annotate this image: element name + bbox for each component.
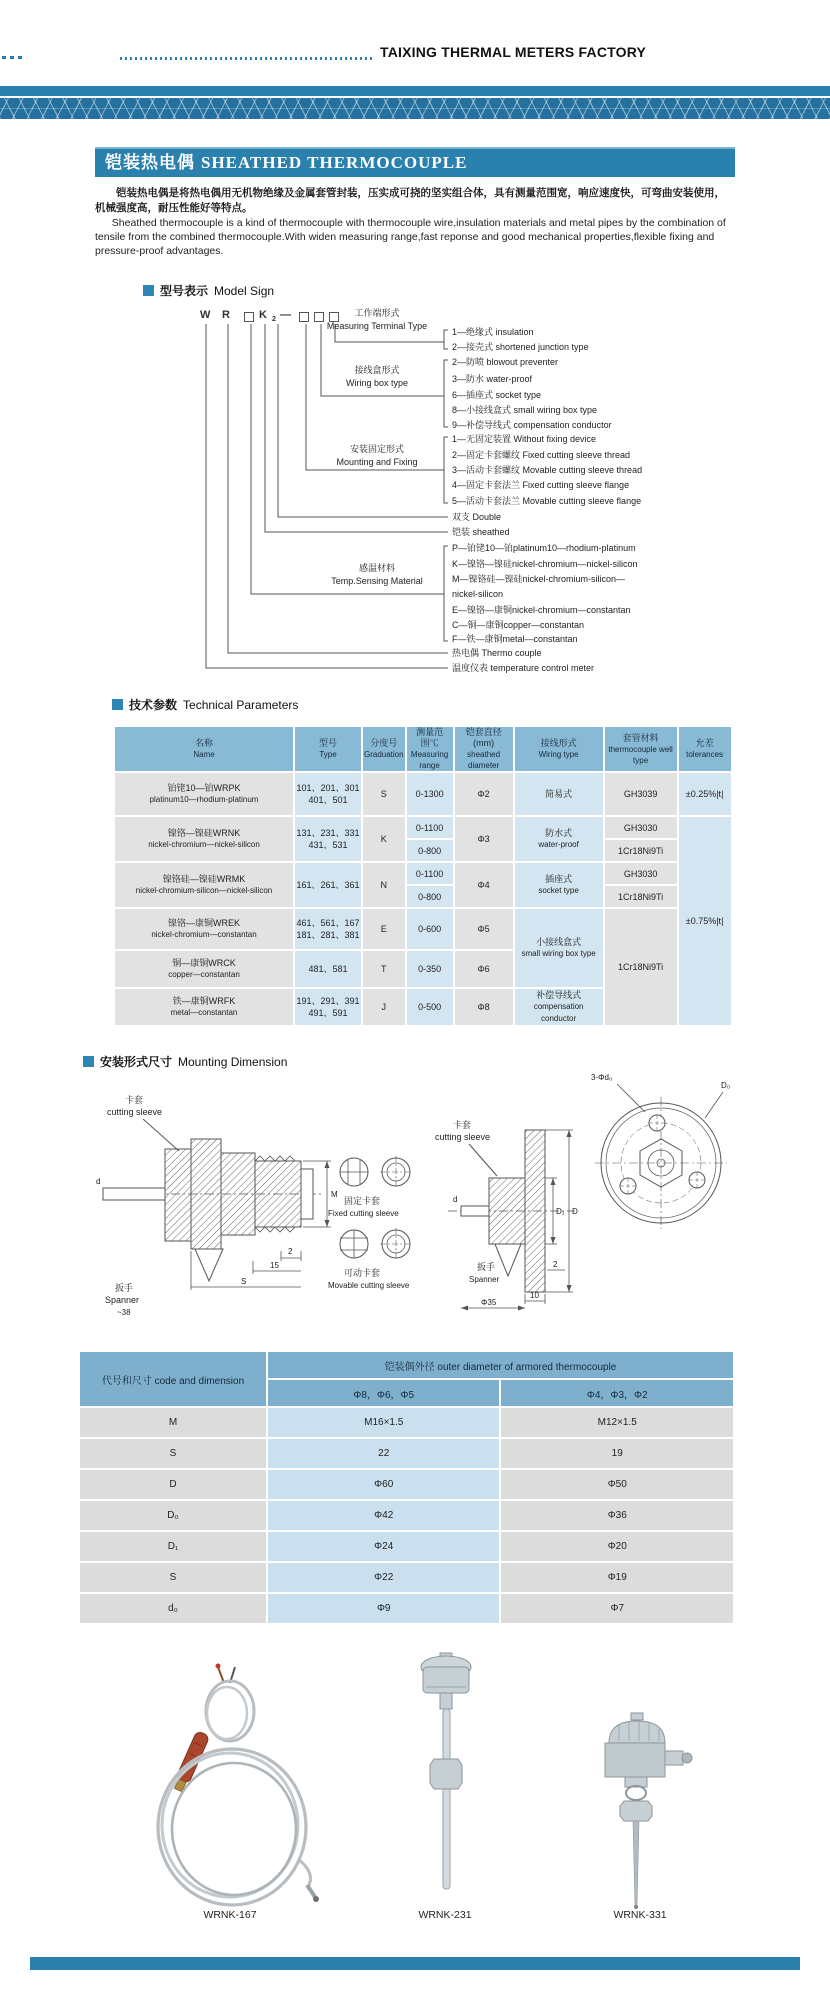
page-title — [95, 147, 735, 177]
corner-header: 代号和尺寸 code and dimension — [80, 1352, 266, 1406]
model-option: 1—绝缘式 insulation — [452, 327, 534, 337]
model-option: 4—固定卡套法兰 Fixed cutting sleeve flange — [452, 480, 630, 490]
product-caption: WRNK-331 — [613, 1909, 667, 1921]
group-sensing-en: Temp.Sensing Material — [331, 576, 423, 586]
table-row — [115, 773, 731, 815]
cell: Φ19 — [501, 1563, 733, 1592]
product-photo-wrnk231 — [390, 1651, 500, 1901]
cell: 0-1300 — [407, 773, 453, 815]
header-cell — [407, 727, 453, 771]
cell: ±0.75%|t| — [679, 817, 731, 1025]
header-cn: 分度号 — [370, 738, 398, 748]
model-code-k: K — [259, 309, 267, 321]
wiring-cn: 补偿导线式 — [536, 990, 582, 1000]
model-option: 8—小接线盒式 small wiring box type — [452, 405, 598, 415]
code-cell: D — [80, 1470, 266, 1499]
wiring-en: water-proof — [538, 840, 579, 849]
spanner-size: ~38 — [117, 1308, 131, 1317]
type-line: 101、201、301 — [296, 783, 360, 793]
model-option: 2—接壳式 shortened junction type — [452, 342, 589, 352]
name-cn: 铂铑10—铂WRPK — [167, 783, 241, 793]
name-cn: 铜—康铜WRCK — [172, 958, 236, 968]
cell: K — [363, 817, 405, 861]
header-en: thermocouple well type — [608, 744, 673, 765]
group-mounting-cn: 安装固定形式 — [349, 444, 404, 454]
type-line: 491、591 — [308, 1008, 348, 1018]
factory-name: TAIXING THERMAL METERS FACTORY — [380, 44, 647, 60]
mounting-heading-en: Mounting Dimension — [178, 1054, 288, 1069]
dim-s: S — [241, 1277, 247, 1286]
model-option: F—铁—康铜metal—constantan — [452, 634, 578, 644]
header-cell — [115, 727, 293, 771]
spanner-label-en: Spanner — [469, 1275, 500, 1284]
name-en: copper—constantan — [168, 970, 240, 979]
group-mounting-en: Mounting and Fixing — [336, 457, 418, 467]
model-code-subscript: 2 — [272, 316, 276, 323]
cell: ±0.25%|t| — [679, 773, 731, 815]
table-row — [80, 1532, 733, 1561]
name-cn: 镍铬—镍硅WRNK — [167, 828, 241, 838]
header-en: Graduation — [364, 750, 404, 759]
cell: Φ4 — [455, 863, 513, 907]
cell: GH3030 — [605, 863, 677, 884]
header-en: Name — [193, 750, 215, 759]
cell — [115, 951, 293, 987]
dimension-table — [78, 1350, 735, 1625]
table-row — [80, 1563, 733, 1592]
model-code-box — [244, 312, 254, 322]
model-option: 温度仪表 temperature control meter — [452, 663, 595, 673]
footer-bar — [30, 1957, 800, 1970]
header-cell — [455, 727, 513, 771]
name-cn: 镍铬—康铜WREK — [167, 918, 240, 928]
cell: 1Cr18Ni9Ti — [605, 886, 677, 907]
name-en: metal—constantan — [170, 1008, 238, 1017]
group-sensing-cn: 感温材料 — [358, 563, 395, 573]
dim-d1: D₁ — [556, 1207, 565, 1216]
model-code-r: R — [222, 309, 230, 321]
sleeve-end-views-drawing — [328, 1144, 438, 1296]
model-code-w: W — [200, 309, 211, 321]
cell: Φ8 — [455, 989, 513, 1025]
bolt-circle-label: D₀ — [721, 1081, 731, 1090]
sleeve-label-cn: 卡套 — [453, 1120, 472, 1130]
table-row — [80, 1439, 733, 1468]
cell: 0-600 — [407, 909, 453, 949]
table-row — [115, 909, 731, 949]
header-cn: 接线形式 — [540, 738, 577, 748]
page-body — [0, 147, 830, 1943]
cell: N — [363, 863, 405, 907]
model-sign-heading-cn: 型号表示 — [160, 284, 209, 298]
cell: 0-350 — [407, 951, 453, 987]
corner-dashes — [2, 56, 22, 59]
cell — [515, 909, 603, 987]
model-code-dash: — — [280, 309, 291, 321]
page-title-cn: 铠装热电偶 — [105, 153, 195, 172]
wiring-cn: 小接线盒式 — [536, 937, 582, 947]
cell: 1Cr18Ni9Ti — [605, 840, 677, 861]
wiring-cn: 防水式 — [545, 828, 573, 838]
header-cn: 套管材料 — [622, 732, 659, 743]
type-line: 401、501 — [308, 795, 348, 805]
header-cn: 测量范围℃ — [416, 727, 444, 748]
cell — [115, 817, 293, 861]
dim-d: d — [96, 1177, 101, 1186]
cell: Φ42 — [268, 1501, 500, 1530]
type-line: 131、231、331 — [296, 828, 360, 838]
code-cell: D₀ — [80, 1501, 266, 1530]
cell: Φ22 — [268, 1563, 500, 1592]
dim-phi35: Φ35 — [481, 1298, 497, 1307]
type-line: 181、281、381 — [296, 930, 360, 940]
model-option: P—铂铑10—铂platinum10—rhodium-platinum — [452, 543, 636, 553]
cell: Φ5 — [455, 909, 513, 949]
header-en: tolerances — [686, 750, 724, 759]
product-photos — [95, 1651, 735, 1943]
cell — [295, 773, 361, 815]
cell: 22 — [268, 1439, 500, 1468]
dim-15: 15 — [270, 1261, 279, 1270]
table-row — [115, 817, 731, 838]
model-option: C—铜—康铜copper—constantan — [452, 620, 585, 630]
cell: Φ60 — [268, 1470, 500, 1499]
header-cn: 名称 — [194, 738, 213, 748]
holes-label: 3-Φd₀ — [591, 1073, 613, 1082]
cell: 0-500 — [407, 989, 453, 1025]
wiring-en: small wiring box type — [521, 949, 596, 958]
model-option: nickel-silicon — [452, 589, 504, 599]
spanner-label-en: Spanner — [105, 1295, 140, 1305]
span-header: 铠装偶外径 outer diameter of armored thermocouple — [268, 1352, 733, 1378]
page-title-en: SHEATHED THERMOCOUPLE — [201, 153, 468, 172]
spanner-label-cn: 扳手 — [115, 1283, 134, 1293]
code-cell: D₁ — [80, 1532, 266, 1561]
cell: M16×1.5 — [268, 1408, 500, 1437]
mounting-drawings — [95, 1073, 735, 1338]
model-option: 1—无固定装置 Without fixing device — [452, 434, 597, 444]
group-wiring-en: Wiring box type — [345, 378, 409, 388]
flange-front-view-drawing — [583, 1068, 740, 1238]
cell: 19 — [501, 1439, 733, 1468]
cell: 0-800 — [407, 886, 453, 907]
fixed-sleeve-label-cn: 固定卡套 — [344, 1196, 381, 1206]
model-option: E—镍铬—康铜nickel-chromium—constantan — [452, 605, 631, 615]
table-row — [80, 1408, 733, 1437]
header-en: Type — [319, 750, 337, 759]
cell: 1Cr18Ni9Ti — [605, 909, 677, 1025]
model-option: 6—插座式 socket type — [452, 390, 542, 400]
dim-2: 2 — [288, 1247, 293, 1256]
cell: Φ50 — [501, 1470, 733, 1499]
table-header-row — [80, 1352, 733, 1378]
dotted-rule — [120, 57, 372, 60]
cell: Φ24 — [268, 1532, 500, 1561]
code-cell: M — [80, 1408, 266, 1437]
wiring-en: socket type — [538, 886, 579, 895]
dim-m: M — [331, 1190, 338, 1199]
cell — [115, 909, 293, 949]
cell: GH3030 — [605, 817, 677, 838]
cell: Φ3 — [455, 817, 513, 861]
cell — [295, 817, 361, 861]
dim-10: 10 — [530, 1291, 539, 1300]
group-wiring-cn: 接线盒形式 — [354, 365, 400, 375]
header-en: sheathed diameter — [467, 750, 501, 770]
square-bullet-icon — [112, 699, 123, 710]
spanner-label-cn: 扳手 — [477, 1262, 496, 1272]
fixed-sleeve-label-en: Fixed cutting sleeve — [328, 1209, 399, 1218]
model-option: 3—防水 water-proof — [452, 374, 533, 384]
type-line: 191、291、391 — [296, 996, 360, 1006]
model-option: K—镍铬—镍硅nickel-chromium—nickel-silicon — [452, 559, 638, 569]
name-en: nickel-chromium—nickel-silicon — [148, 840, 260, 849]
header-cell — [295, 727, 361, 771]
name-cn: 镍铬硅—镍硅WRMK — [162, 874, 246, 884]
cell — [115, 773, 293, 815]
movable-sleeve-label-cn: 可动卡套 — [344, 1268, 381, 1278]
sleeve-label-cn: 卡套 — [125, 1095, 144, 1105]
product-caption: WRNK-231 — [418, 1909, 472, 1921]
type-line: 461、561、167 — [296, 918, 360, 928]
model-option: 2—防喷 blowout preventer — [452, 357, 559, 367]
cell: 0-800 — [407, 840, 453, 861]
square-bullet-icon — [143, 285, 154, 296]
header-cell — [605, 727, 677, 771]
cell: J — [363, 989, 405, 1025]
cell: 0-1100 — [407, 817, 453, 838]
cell — [295, 909, 361, 949]
product-photo-wrnk331 — [575, 1713, 705, 1913]
header-cell — [363, 727, 405, 771]
intro-paragraph-cn: 铠装热电偶是将热电偶用无机物绝缘及金属套管封装，压实成可挠的坚实组合体，具有测量范围宽，响应速度快，可弯曲安装使用，机械强度高，耐压性能好等特点。 — [95, 187, 725, 214]
teal-band — [0, 86, 830, 96]
cell — [515, 863, 603, 907]
flange-cross-section-drawing — [433, 1118, 583, 1318]
dim-D: D — [572, 1207, 578, 1216]
cell: Φ9 — [268, 1594, 500, 1623]
header-en: Measuring range — [410, 750, 449, 770]
group-terminal-cn: 工作端形式 — [354, 308, 400, 318]
product-caption: WRNK-167 — [203, 1909, 257, 1921]
cell: E — [363, 909, 405, 949]
cell: T — [363, 951, 405, 987]
lattice-band — [0, 96, 830, 119]
technical-parameters-table — [113, 725, 733, 1027]
code-cell: S — [80, 1563, 266, 1592]
model-option: 热电偶 Thermo couple — [452, 648, 542, 658]
cell — [515, 817, 603, 861]
code-cell: S — [80, 1439, 266, 1468]
table-row — [80, 1594, 733, 1623]
table-row — [115, 863, 731, 884]
table-header-row — [115, 727, 731, 771]
cell: 481、581 — [295, 951, 361, 987]
tech-params-heading-en: Technical Parameters — [183, 697, 299, 712]
cell: GH3039 — [605, 773, 677, 815]
cell: Φ2 — [455, 773, 513, 815]
header-cn: 铠套直径(mm) — [465, 727, 502, 748]
header-cn: 允差 — [695, 738, 714, 748]
cell: Φ7 — [501, 1594, 733, 1623]
sleeve-label-en: cutting sleeve — [107, 1107, 163, 1117]
cell — [295, 989, 361, 1025]
intro-paragraph-en: Sheathed thermocouple is a kind of thermocouple with thermocouple wire,insulation materials and metal pipes by the combination of tensile from the combined thermocouple.With widen measuring range,fast reponse and good mechanical properties,flexible fixing and pressure-proof advantages. — [95, 217, 726, 257]
mounting-heading-cn: 安装形式尺寸 — [100, 1055, 173, 1069]
table-row — [80, 1470, 733, 1499]
type-line: 431、531 — [308, 840, 348, 850]
product-photo-wrnk167 — [130, 1659, 330, 1909]
code-cell: d₀ — [80, 1594, 266, 1623]
name-en: nickel-chromium—constantan — [151, 930, 257, 939]
name-cn: 铁—康铜WRFK — [172, 996, 236, 1006]
cell: Φ36 — [501, 1501, 733, 1530]
sleeve-label-en: cutting sleeve — [435, 1132, 491, 1142]
wiring-cn: 插座式 — [545, 874, 573, 884]
header-cell — [515, 727, 603, 771]
model-option: 2—固定卡套螺纹 Fixed cutting sleeve thread — [452, 450, 631, 460]
wiring-en: compensation conductor — [533, 1002, 584, 1023]
header-cell — [679, 727, 731, 771]
cell: 0-1100 — [407, 863, 453, 884]
cell: Φ20 — [501, 1532, 733, 1561]
model-sign-diagram — [180, 307, 825, 682]
cell: 简易式 — [515, 773, 603, 815]
movable-sleeve-label-en: Movable cutting sleeve — [328, 1281, 410, 1290]
cell: 161、261、361 — [295, 863, 361, 907]
model-sign-heading — [143, 282, 735, 299]
cell — [115, 863, 293, 907]
square-bullet-icon — [83, 1056, 94, 1067]
name-en: nickel-chromium-silicon—nickel-silicon — [135, 886, 273, 895]
cell — [115, 989, 293, 1025]
header-cn: 型号 — [318, 738, 337, 748]
model-option: 9—补偿导线式 compensation conductor — [452, 420, 612, 430]
dim-2: 2 — [553, 1260, 558, 1269]
tech-params-heading — [112, 696, 735, 713]
model-option: M—镍铬硅—镍硅nickel-chromium-silicon— — [452, 574, 626, 584]
col-header: Φ8，Φ6，Φ5 — [268, 1380, 500, 1406]
dim-d: d — [453, 1195, 458, 1204]
cell: S — [363, 773, 405, 815]
cell — [515, 989, 603, 1025]
model-option: 5—活动卡套法兰 Movable cutting sleeve flange — [452, 496, 642, 506]
model-sign-heading-en: Model Sign — [214, 283, 275, 298]
table-row — [80, 1501, 733, 1530]
col-header: Φ4，Φ3，Φ2 — [501, 1380, 733, 1406]
tech-params-heading-cn: 技术参数 — [129, 698, 178, 712]
model-option: 双支 Double — [452, 512, 502, 522]
header-en: Wiring type — [538, 750, 579, 759]
cell: M12×1.5 — [501, 1408, 733, 1437]
fitting-cross-section-drawing — [95, 1091, 340, 1323]
model-option: 3—活动卡套螺纹 Movable cutting sleeve thread — [452, 465, 643, 475]
name-en: platinum10—rhodium-platinum — [149, 795, 259, 804]
model-option: 铠装 sheathed — [452, 527, 510, 537]
group-terminal-en: Measuring Terminal Type — [326, 321, 428, 331]
cell: Φ6 — [455, 951, 513, 987]
page-header — [0, 0, 830, 86]
